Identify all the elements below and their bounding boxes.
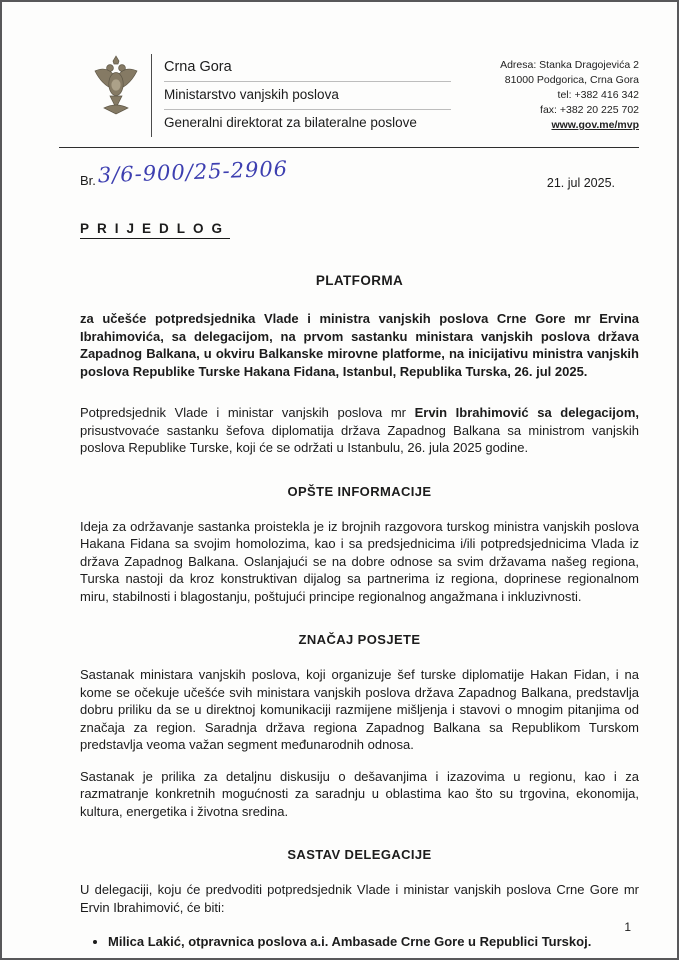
section-heading-opste-informacije: OPŠTE INFORMACIJE [287, 483, 432, 499]
organization-block [151, 54, 451, 137]
znacaj-posjete-paragraph-2: Sastanak je prilika za detaljnu diskusiju o dešavanjima i izazovima u regionu, kao i za razmatranje konkretnih mogućnosti za saradnju u oblastima kao što su trgovina, ekonomija, kultura, energetika i životna sredina. [80, 768, 639, 819]
delegation-list [86, 933, 639, 951]
ref-label: Br. [80, 173, 96, 188]
intro-minister-name: Ervin Ibrahimović sa delegacijom, [414, 405, 639, 420]
document-body [59, 220, 639, 951]
montenegro-coat-of-arms-icon [93, 54, 139, 123]
document-date: 21. jul 2025. [546, 176, 615, 190]
contact-block [500, 58, 639, 133]
contact-fax: fax: +382 20 225 702 [540, 104, 639, 116]
org-ministry: Ministarstvo vanjskih poslova [164, 82, 451, 110]
section-heading-znacaj-posjete: ZNAČAJ POSJETE [298, 632, 421, 647]
meta-row [59, 156, 639, 206]
contact-address-line-1: Adresa: Stanka Dragojevića 2 [500, 59, 639, 71]
header-divider [59, 147, 639, 148]
ref-number-handwritten: 3/6-900/25-2906 [97, 156, 289, 188]
org-country: Crna Gora [164, 54, 451, 82]
org-directorate: Generalni direktorat za bilateralne poslove [164, 115, 417, 130]
letterhead-left [59, 52, 451, 137]
delegation-member: • Milica Lakić, otpravnica poslova a.i. Ambasade Crne Gore u Republici Turskoj. [108, 933, 639, 951]
document-title: PLATFORMA [315, 273, 404, 288]
letterhead [59, 52, 639, 137]
website-link[interactable]: www.gov.me/mvp [551, 119, 639, 131]
sastav-delegacije-paragraph: U delegaciji, koju će predvoditi potpredsjednik Vlade i ministar vanjskih poslova Crne Gore mr Ervin Ibrahimović, će biti: [80, 882, 639, 915]
section-heading-sastav-delegacije: SASTAV DELEGACIJE [287, 847, 432, 862]
reference-number [80, 156, 289, 190]
page-number: 1 [624, 920, 631, 934]
document-kind-label: PRIJEDLOG [80, 221, 230, 239]
intro-text-2: prisustvovaće sastanku šefova diplomatija država Zapadnog Balkana sa ministrom vanjskih poslova Republike Turske, koji će se održati u Istanbulu, 26. jula 2025 godine. [80, 422, 639, 455]
opste-informacije-paragraph: Ideja za održavanje sastanka proistekla je iz brojnih razgovora turskog ministra vanjskih poslova Hakana Fidana sa svojim homolozima, kao i sa predsjednicima i/ili potpredsjednicima Vlada iz država Zapadnog Balkana. Oslanjajući se na dobre odnose sa svim državama našeg regiona, Turska nastoji da kroz konstruktivan dijalog sa partnerima iz regiona, doprinese regionalnom miru, stabilnosti i blagostanju, poštujući principe regionalnog angažmana i inkluzivnosti. [80, 518, 639, 604]
intro-text-1: Potpredsjednik Vlade i ministar vanjskih poslova mr [80, 405, 415, 420]
znacaj-posjete-paragraph-1: Sastanak ministara vanjskih poslova, koji organizuje šef turske diplomatije Hakan Fidan, i na kome se očekuje učešće svih ministara vanjskih poslova država Zapadnog Balkana, predstavlja dobru priliku da se u direktnoj komunikaciji razmijene mišljenja i stavovi o mnogim pitanjima od značaja za region. Saradnja država regiona Zapadnog Balkana sa Republikom Turskom predstavlja veoma važan segment međunarodnih odnosa. [80, 667, 639, 752]
intro-paragraph [80, 404, 639, 457]
contact-phone: tel: +382 416 342 [557, 89, 639, 101]
contact-address-line-2: 81000 Podgorica, Crna Gora [504, 74, 639, 86]
subject-paragraph: za učešće potpredsjednika Vlade i ministra vanjskih poslova Crne Gore mr Ervina Ibrahimovića, sa delegacijom, na prvom sastanku ministara vanjskih poslova država Zapadnog Balkana, u okviru Balkanske mirovne platforme, na inicijativu ministra vanjskih poslova Republike Turske Hakana Fidana, Istanbul, Republika Turska, 26. jul 2025. [80, 311, 639, 379]
